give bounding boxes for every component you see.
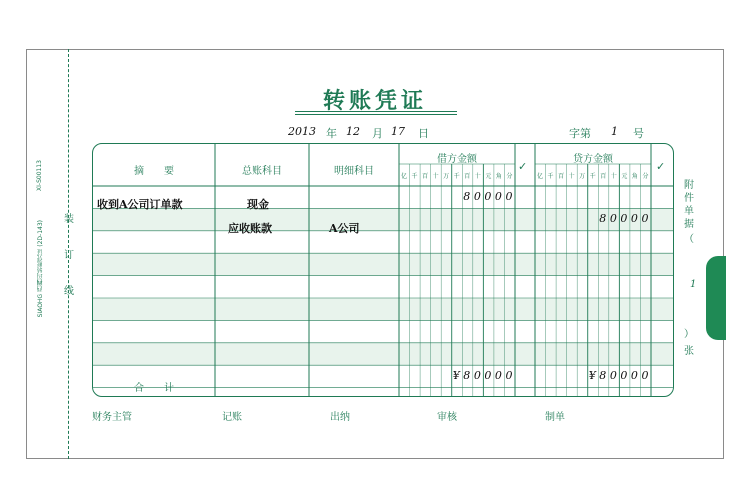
- credit-digit-unit: 元: [621, 173, 628, 180]
- attach-unit-1: ）: [684, 329, 694, 340]
- credit-amount-digit: 0: [620, 212, 628, 226]
- debit-amount-digit: 0: [473, 190, 481, 203]
- credit-digit-unit: 十: [568, 173, 575, 180]
- attach-label-5: （: [684, 234, 694, 245]
- debit-digit-unit: 百: [422, 173, 429, 180]
- credit-digit-unit: 百: [600, 173, 607, 180]
- credit-digit-unit: 千: [589, 173, 596, 180]
- footer-finance-manager: 财务主管: [92, 412, 132, 423]
- footer-cashier: 出纳: [330, 412, 350, 423]
- credit-digit-unit: 角: [631, 173, 638, 180]
- row2-detail-account: A公司: [329, 222, 360, 235]
- attach-count: 1: [690, 279, 697, 290]
- footer-preparer: 制单: [545, 412, 565, 423]
- debit-digit-unit: 十: [432, 173, 439, 180]
- header-credit: 贷方金额: [573, 154, 613, 165]
- table-grid: [93, 144, 674, 397]
- date-day-unit: 日: [418, 127, 429, 140]
- debit-check-icon: ✓: [518, 160, 528, 173]
- voucher-title: 转账凭证: [322, 88, 427, 114]
- total-credit-digit: ¥: [588, 369, 596, 383]
- total-label: 合 计: [134, 383, 174, 394]
- debit-amount-digit: 0: [505, 190, 513, 203]
- credit-digit-unit: 十: [610, 173, 617, 180]
- credit-digit-unit: 分: [642, 173, 649, 180]
- credit-amount-digit: 0: [609, 212, 617, 226]
- attach-label-4: 据: [684, 219, 694, 230]
- binding-tab: [706, 256, 726, 340]
- row2-general-account: 应收账款: [228, 222, 272, 235]
- total-debit-digit: 0: [494, 369, 502, 383]
- voucher-no: 1: [611, 125, 618, 138]
- credit-digit-unit: 百: [558, 173, 565, 180]
- credit-amount-digit: 0: [641, 212, 649, 226]
- debit-digit-unit: 千: [411, 173, 418, 180]
- voucher-table: [92, 143, 674, 397]
- voucher-no-unit: 号: [633, 127, 644, 140]
- date-year: 2013: [288, 125, 316, 138]
- total-credit-digit: 0: [609, 369, 617, 383]
- side-code-brand: SIAOHG 西玛: [37, 280, 44, 318]
- debit-amount-digit: 8: [463, 190, 471, 203]
- total-debit-digit: 0: [484, 369, 492, 383]
- title-underline-1: [295, 111, 457, 112]
- debit-digit-unit: 元: [485, 173, 492, 180]
- credit-amount-digit: 0: [630, 212, 638, 226]
- attach-label-1: 附: [684, 180, 694, 191]
- total-credit-digit: 0: [630, 369, 638, 383]
- title-underline-2: [295, 114, 457, 115]
- side-code-model: 西玛转账凭证 (2D-143): [37, 220, 44, 285]
- binding-char-2: 订: [64, 250, 74, 261]
- footer-bookkeeping: 记账: [222, 412, 242, 423]
- total-credit-digit: 0: [641, 369, 649, 383]
- binding-char-3: 线: [64, 286, 74, 297]
- debit-digit-unit: 角: [495, 173, 502, 180]
- debit-digit-unit: 万: [443, 173, 450, 180]
- header-debit: 借方金额: [437, 154, 477, 165]
- debit-digit-unit: 分: [506, 173, 513, 180]
- total-debit-digit: 0: [505, 369, 513, 383]
- header-general-account: 总账科目: [242, 166, 282, 177]
- debit-digit-unit: 亿: [400, 173, 407, 180]
- total-credit-digit: 8: [599, 369, 607, 383]
- debit-amount-digit: 0: [494, 190, 502, 203]
- total-debit-digit: ¥: [452, 369, 460, 383]
- credit-digit-unit: 万: [579, 173, 586, 180]
- date-month: 12: [346, 125, 360, 138]
- debit-digit-unit: 百: [464, 173, 471, 180]
- voucher-no-label: 字第: [569, 127, 591, 140]
- debit-digit-unit: 千: [453, 173, 460, 180]
- debit-amount-digit: 0: [484, 190, 492, 203]
- binding-char-1: 装: [64, 214, 74, 225]
- side-code-number: XI-S00113: [36, 160, 43, 191]
- side-code: [36, 160, 50, 360]
- row1-general-account: 现金: [247, 198, 269, 211]
- attach-unit-2: 张: [684, 346, 694, 357]
- total-credit-digit: 0: [620, 369, 628, 383]
- attach-label-3: 单: [684, 206, 694, 217]
- date-year-unit: 年: [326, 127, 337, 140]
- row1-summary: 收到A公司订单款: [97, 198, 183, 211]
- attach-label-2: 件: [684, 193, 694, 204]
- credit-amount-digit: 8: [599, 212, 607, 226]
- footer-review: 审核: [437, 412, 457, 423]
- credit-digit-unit: 亿: [536, 173, 543, 180]
- date-month-unit: 月: [372, 127, 383, 140]
- date-day: 17: [391, 125, 405, 138]
- debit-digit-unit: 十: [474, 173, 481, 180]
- header-detail-account: 明细科目: [334, 166, 374, 177]
- header-summary: 摘 要: [134, 166, 174, 177]
- credit-check-icon: ✓: [656, 160, 666, 173]
- total-debit-digit: 8: [463, 369, 471, 383]
- total-debit-digit: 0: [473, 369, 481, 383]
- credit-digit-unit: 千: [547, 173, 554, 180]
